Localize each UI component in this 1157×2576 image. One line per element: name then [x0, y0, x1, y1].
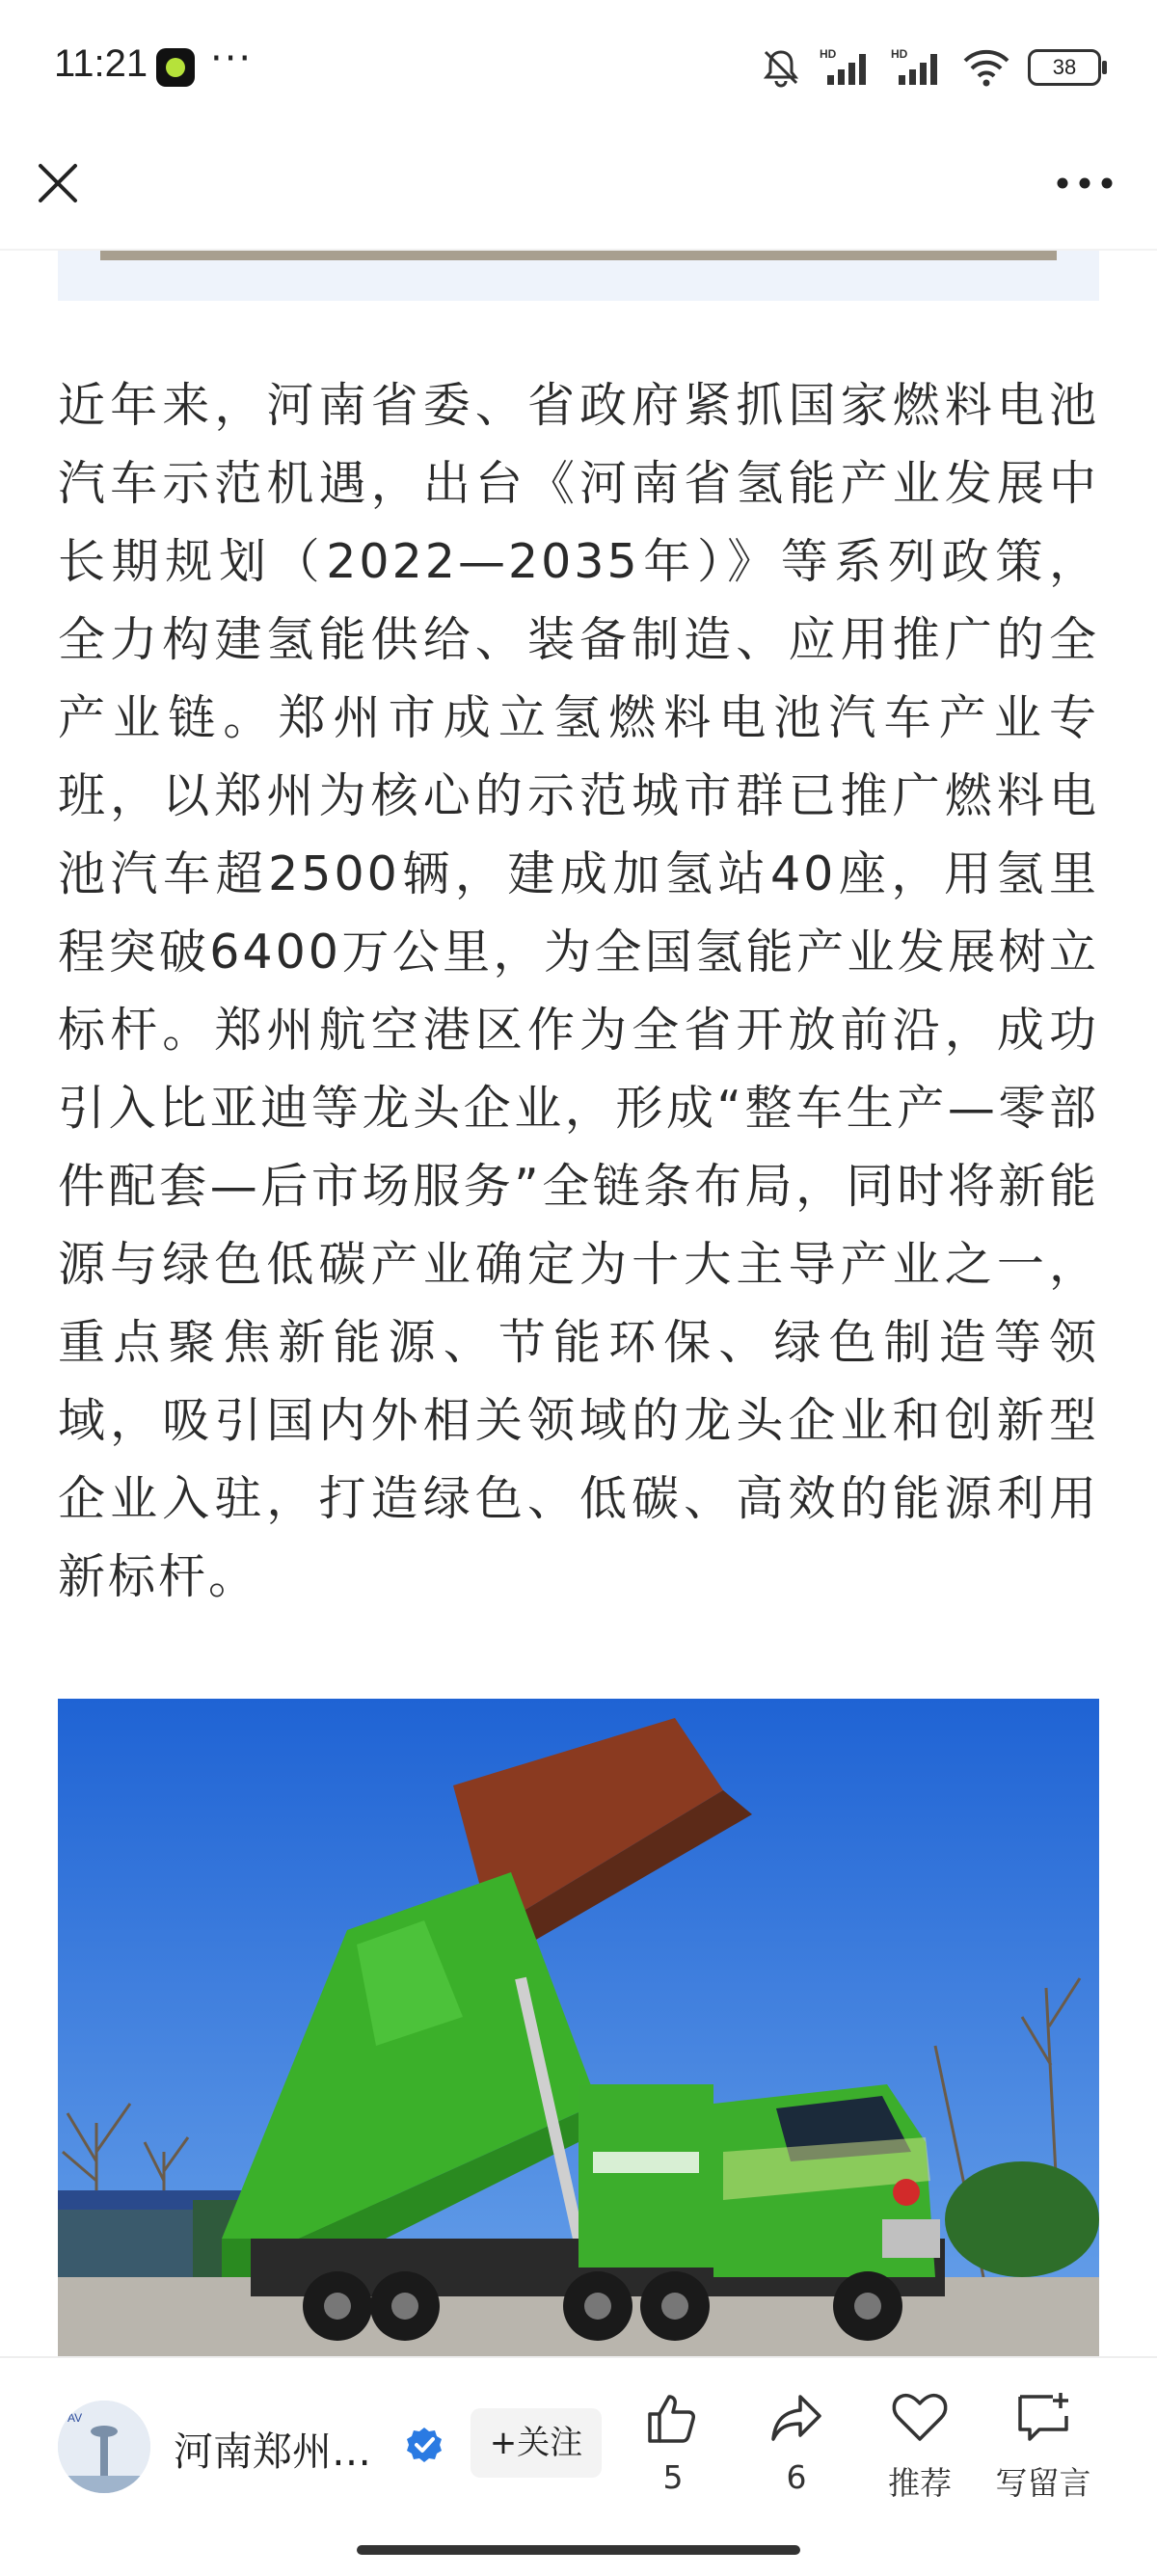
- bottom-action-bar: [0, 2356, 1157, 2576]
- recommend-button[interactable]: [862, 2387, 978, 2504]
- close-icon[interactable]: [29, 154, 87, 212]
- battery-icon: 38: [1028, 49, 1101, 86]
- hd-signal-icon: [891, 46, 945, 89]
- article-paragraph: 近年来，河南省委、省政府紧抓国家燃料电池汽车示范机遇，出台《河南省氢能产业发展中长期规划（2022—2035年）》等系列政策，全力构建氢能供给、装备制造、应用推广的全产业链。郑州市成立氢燃料电池汽车产业专班，以郑州为核心的示范城市群已推广燃料电池汽车超2500辆，建成加氢站40座，用氢里程突破6400万公里，为全国氢能产业发展树立标杆。郑州航空港区作为全省开放前沿，成功引入比亚迪等龙头企业，形成“整车生产—零部件配套—后市场服务”全链条布局，同时将新能源与绿色低碳产业确定为十大主导产业之一，重点聚焦新能源、节能环保、绿色制造等领域，吸引国内外相关领域的龙头企业和创新型企业入驻，打造绿色、低碳、高效的能源利用新标杆。: [58, 378, 1099, 1604]
- svg-text:AV: AV: [67, 2411, 83, 2425]
- verified-badge-icon: [405, 2426, 444, 2464]
- share-count: 6: [786, 2458, 807, 2496]
- comment-plus-icon: [1012, 2387, 1074, 2449]
- previous-image-edge: [100, 251, 1057, 260]
- status-bar: [0, 0, 1157, 135]
- more-dots-icon[interactable]: [1051, 164, 1118, 202]
- avatar-image: [58, 2401, 150, 2493]
- recommend-label: 推荐: [888, 2464, 952, 2502]
- app-notification-icon: [156, 48, 195, 87]
- share-arrow-icon: [766, 2387, 827, 2449]
- status-more: ···: [210, 37, 254, 81]
- top-nav: [0, 135, 1157, 251]
- mute-bell-icon: [760, 46, 802, 89]
- hd-signal-icon: [820, 46, 874, 89]
- svg-text:HD: HD: [820, 47, 837, 61]
- green-dump-truck-photo[interactable]: [58, 1699, 1099, 2356]
- write-comment-button[interactable]: [985, 2387, 1101, 2504]
- share-button[interactable]: [739, 2387, 854, 2496]
- truck-illustration: [58, 1699, 1099, 2356]
- author-avatar[interactable]: [58, 2401, 150, 2493]
- follow-button[interactable]: +关注: [471, 2408, 602, 2478]
- thumbs-up-icon: [642, 2387, 704, 2449]
- author-name[interactable]: 河南郑州…: [174, 2428, 371, 2475]
- comment-label: 写留言: [995, 2464, 1091, 2502]
- status-icons: [760, 39, 1101, 96]
- heart-icon: [889, 2387, 951, 2449]
- like-count: 5: [662, 2458, 684, 2496]
- svg-text:HD: HD: [891, 47, 908, 61]
- wifi-icon: [962, 46, 1010, 89]
- home-indicator[interactable]: [357, 2545, 800, 2555]
- like-button[interactable]: [615, 2387, 731, 2496]
- status-time: 11:21: [54, 42, 148, 85]
